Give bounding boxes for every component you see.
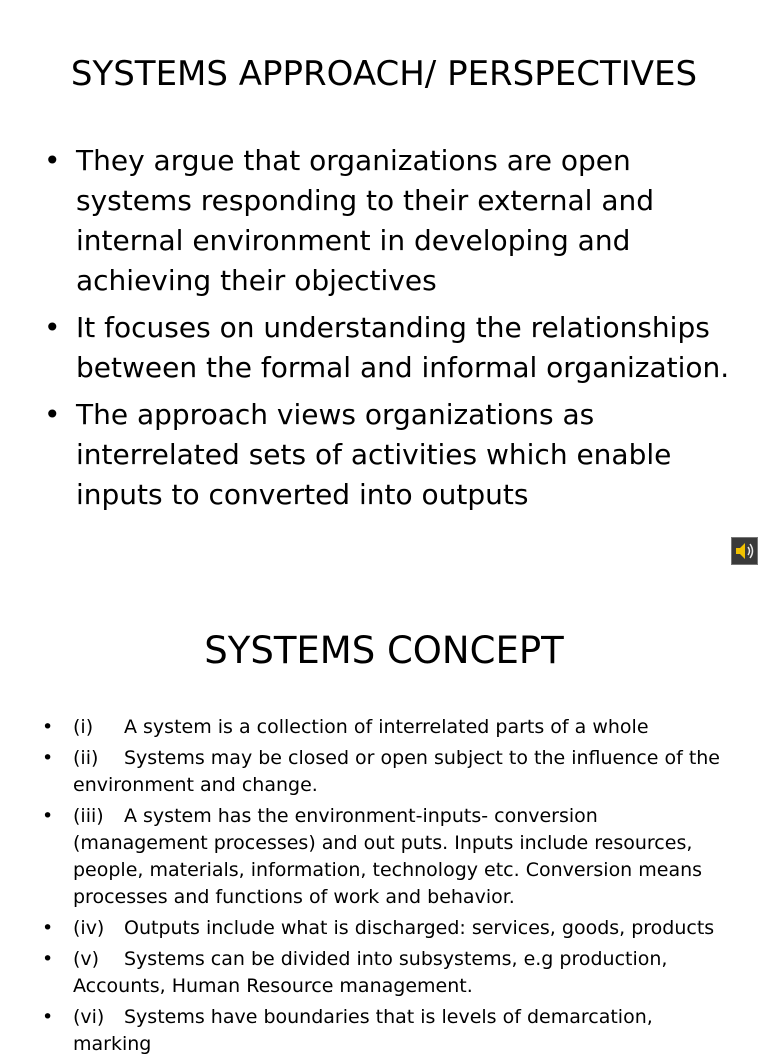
list-item <box>42 745 732 799</box>
item-text: Systems have boundaries that is levels of demarcation, marking <box>73 1006 653 1055</box>
slide-systems-concept <box>0 580 768 1055</box>
bullet-marker: • <box>42 716 54 738</box>
list-item <box>42 946 732 1000</box>
bullet-text: It focuses on understanding the relationships between the formal and informal organization. <box>76 311 730 384</box>
item-number: (ii) <box>73 747 99 769</box>
item-text: Systems may be closed or open subject to the influence of the environment and change. <box>73 747 720 796</box>
list-item <box>42 803 732 911</box>
item-text: A system has the environment-inputs- conversion (management processes) and out puts. Inputs include resources, people, materials, information, technology etc. Conversion means processes and functions of work and behavior. <box>73 805 703 908</box>
item-text: Outputs include what is discharged: services, goods, products <box>124 917 715 939</box>
bullet-list <box>44 141 744 522</box>
list-item <box>42 1004 732 1058</box>
item-number: (iv) <box>73 917 105 939</box>
item-number: (v) <box>73 948 100 970</box>
bullet-marker: • <box>42 1006 54 1028</box>
bullet-marker: • <box>44 398 61 431</box>
list-item <box>44 141 744 301</box>
slide-title: SYSTEMS CONCEPT <box>204 629 564 672</box>
concept-list <box>42 714 732 1062</box>
item-number: (vi) <box>73 1006 105 1028</box>
item-number: (iii) <box>73 805 104 827</box>
bullet-marker: • <box>44 144 61 177</box>
bullet-marker: • <box>42 948 54 970</box>
bullet-text: They argue that organizations are open systems responding to their external and internal environment in developing and achieving their objectives <box>76 144 654 297</box>
bullet-marker: • <box>42 747 54 769</box>
slide-title: SYSTEMS APPROACH/ PERSPECTIVES <box>70 54 698 94</box>
item-text: A system is a collection of interrelated parts of a whole <box>124 716 649 738</box>
bullet-marker: • <box>44 311 61 344</box>
item-text: Systems can be divided into subsystems, e.g production, Accounts, Human Resource management. <box>73 948 668 997</box>
speaker-icon[interactable] <box>731 537 758 565</box>
bullet-marker: • <box>42 917 54 939</box>
bullet-text: The approach views organizations as interrelated sets of activities which enable inputs to converted into outputs <box>76 398 672 511</box>
list-item <box>44 395 744 515</box>
list-item <box>44 308 744 388</box>
list-item <box>42 915 732 942</box>
bullet-marker: • <box>42 805 54 827</box>
list-item <box>42 714 732 741</box>
item-number: (i) <box>73 716 94 738</box>
